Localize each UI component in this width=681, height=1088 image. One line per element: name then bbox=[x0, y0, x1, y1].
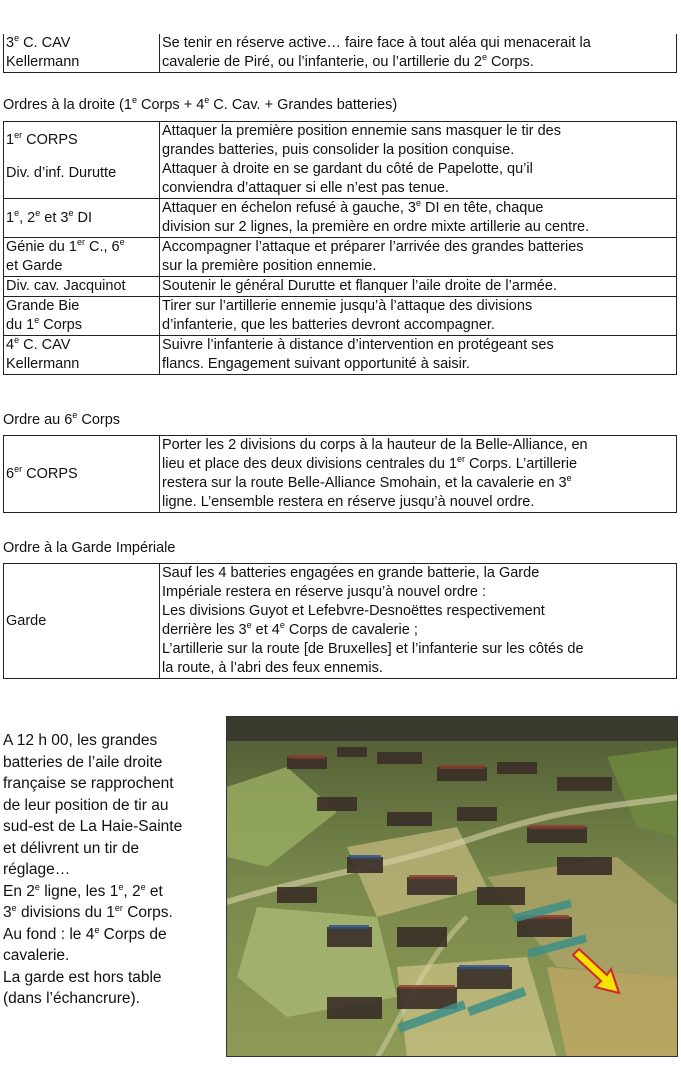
table-row bbox=[4, 564, 677, 679]
table-row bbox=[4, 436, 677, 513]
table-row bbox=[4, 297, 677, 336]
order-cell: Attaquer la première position ennemie sans masquer le tir des grandes batteries, puis consolider la position conquise. Attaquer à droite en se gardant du côté de Papelotte, qu’il conviendra d’attaquer si elle n’est pas tenue. bbox=[160, 122, 677, 199]
wargame-table-illustration bbox=[227, 717, 678, 1057]
unit-cell: Grande Bie du 1e Corps bbox=[4, 297, 160, 336]
table-ordres-droite bbox=[3, 121, 677, 375]
unit-cell: 4e C. CAV Kellermann bbox=[4, 336, 160, 375]
order-cell: Accompagner l’attaque et préparer l’arrivée des grandes batteries sur la première position ennemie. bbox=[160, 238, 677, 277]
table-row bbox=[4, 336, 677, 375]
unit-cell: 3e C. CAV Kellermann bbox=[4, 34, 160, 73]
photo-caption: A 12 h 00, les grandes batteries de l’aile droite française se rapprochent de leur position de tir au sud-est de La Haie-Sainte et délivrent un tir de réglage… En 2e ligne, les 1e, 2e et 3e divisions du 1er Corps. Au fond : le 4e Corps de cavalerie. La garde est hors table (dans l’échancrure). bbox=[3, 732, 183, 1007]
unit-cell: 6er CORPS bbox=[4, 436, 160, 513]
order-cell: Se tenir en réserve active… faire face à tout aléa qui menacerait la cavalerie de Piré, ou l’infanterie, ou l’artillerie du 2e Corps. bbox=[160, 34, 677, 73]
section-heading-garde: Ordre à la Garde Impériale bbox=[3, 540, 176, 556]
section-heading-6e-corps: Ordre au 6e Corps bbox=[3, 410, 121, 428]
order-cell: Porter les 2 divisions du corps à la hauteur de la Belle-Alliance, en lieu et place des deux divisions centrales du 1er Corps. L’artillerie restera sur la route Belle-Alliance Smohain, et la cavalerie en 3e ligne. L’ensemble restera en réserve jusqu’à nouvel ordre. bbox=[160, 436, 677, 513]
table-row bbox=[4, 238, 677, 277]
unit-cell: Div. cav. Jacquinot bbox=[4, 277, 160, 297]
table-ordre-garde bbox=[3, 563, 677, 679]
table-ordre-6e-corps bbox=[3, 435, 677, 513]
order-cell: Attaquer en échelon refusé à gauche, 3e DI en tête, chaque division sur 2 lignes, la première en ordre mixte artillerie au centre. bbox=[160, 199, 677, 238]
unit-cell: 1er CORPS Div. d’inf. Durutte bbox=[4, 122, 160, 199]
table-row bbox=[4, 277, 677, 297]
table-row bbox=[4, 199, 677, 238]
order-cell: Sauf les 4 batteries engagées en grande batterie, la Garde Impériale restera en réserve jusqu’à nouvel ordre : Les divisions Guyot et Lefebvre-Desnoëttes respectivement derrière les 3e et 4e Corps de cavalerie ; L’artillerie sur la route [de Bruxelles] et l’infanterie sur les côtés de la route, à l’abri des feux ennemis. bbox=[160, 564, 677, 679]
order-cell: Tirer sur l’artillerie ennemie jusqu’à l’attaque des divisions d’infanterie, que les batteries devront accompagner. bbox=[160, 297, 677, 336]
unit-cell: Garde bbox=[4, 564, 160, 679]
section-heading-droite: Ordres à la droite (1e Corps + $4^e$ C. Cav. + Grandes batteries) bbox=[3, 95, 398, 113]
order-cell: Soutenir le général Durutte et flanquer l’aile droite de l’armée. bbox=[160, 277, 677, 297]
unit-cell: Génie du 1er C., 6e et Garde bbox=[4, 238, 160, 277]
table-cav-reserve bbox=[3, 34, 677, 73]
unit-cell: 1e, 2e et 3e DI bbox=[4, 199, 160, 238]
table-row bbox=[4, 122, 677, 199]
wargame-photo bbox=[226, 716, 678, 1057]
order-cell: Suivre l’infanterie à distance d’intervention en protégeant ses flancs. Engagement suivant opportunité à saisir. bbox=[160, 336, 677, 375]
table-row bbox=[4, 34, 677, 73]
